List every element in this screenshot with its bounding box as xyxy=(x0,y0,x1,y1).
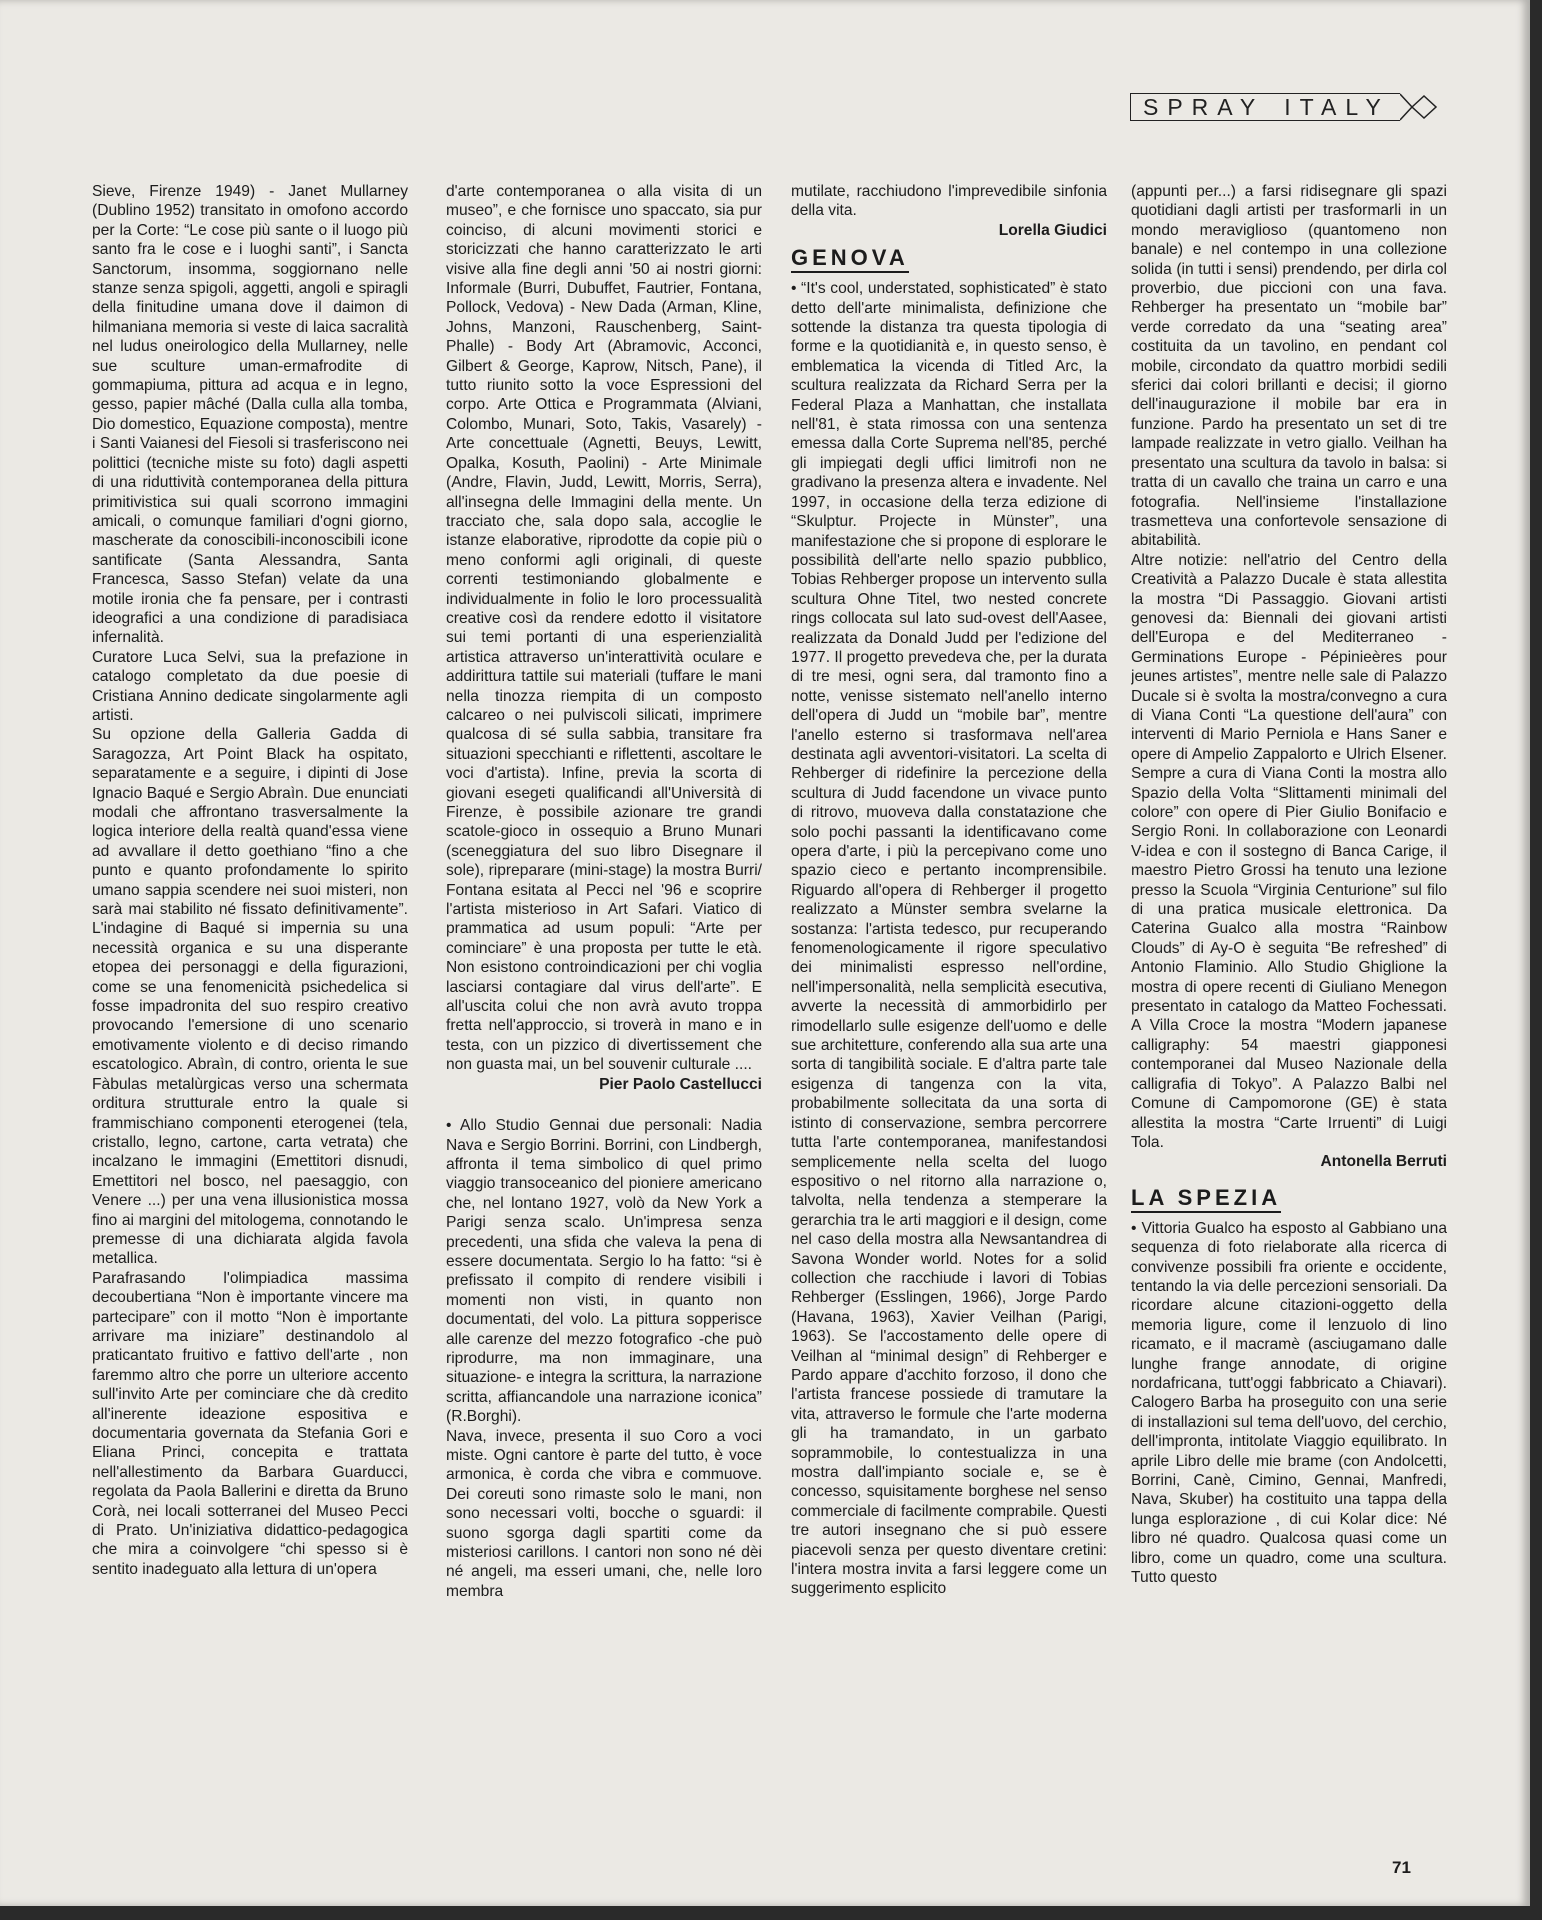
column-4 xyxy=(1131,182,1447,1862)
paragraph: • “It's cool, understated, sophisticated” è stato detto dell'arte minimalista, definizione che sottende la distanza tra questa tipologia di forme e la quotidianità e, in questo senso, è emblematica la vicenda di Titled Arc, la scultura realizzata da Richard Serra per la Federal Plaza a Manhattan, che installata nell'81, è stata rimossa con una sentenza emessa dalla Corte Suprema nell'85, perché gli impiegati degli uffici limitrofi non ne gradivano la presenza altera e invadente. Nel 1997, in occasione della terza edizione di “Skulptur. Projecte in Münster”, una manifestazione che si propone di esplorare le possibilità dell'arte nello spazio pubblico, Tobias Rehberger propose un intervento sulla scultura Ohne Titel, two nested concrete rings collocata sul lato sud-ovest dell'Aasee, realizzata da Donald Judd per l'edizione del 1977. Il progetto prevedeva che, per la durata di tre mesi, ogni sera, dal tramonto fino a notte, venisse sistemato nell'anello interno dell'opera di Judd un “mobile bar”, mentre l'anello esterno si trasformava nell'area destinata agli avventori-visitatori. La scelta di Rehberger di ridefinire la percezione della scultura di Judd facendone un vivace punto di ritrovo, muoveva dalla constatazione che solo pochi passanti la identificavano come opera d'arte, i più la percepivano come uno spazio cieco e pertanto incomprensibile. Riguardo all'opera di Rehberger il progetto realizzato a Münster sembra svelarne la sostanza: l'artista tedesco, pur recuperando fenomenologicamente il rigore speculativo dei minimalisti espresso nell'ordine, nell'impersonalità, nella semplicità esecutiva, avverte la necessità di ammorbidirlo per rimodellarlo sulle esigenze dell'uomo e delle sue architetture, conferendo alla sua arte una sorta di tangibilità sociale. E d'altra parte tale esigenza di tangenza con la vita, probabilmente sollecitata da una sorta di istinto di conservazione, sembra percorrere tutta l'arte contemporanea, manifestandosi semplicemente nella scelta del luogo espositivo o nel ritorno alla narrazione o, talvolta, nella tendenza a stemperare la gerarchia tra le arti maggiori e il design, come nel caso della mostra alla Newsantandrea di Savona Wonder world. Notes for a solid collection che racchiude i lavori di Tobias Rehberger (Esslingen, 1966), Jorge Pardo (Havana, 1963), Xavier Veilhan (Parigi, 1963). Se l'accostamento delle opere di Veilhan al “minimal design” di Rehberger e Pardo appare d'acchito forzoso, il dono che l'artista francese possiede di tramutare la vita, attraverso le formule che l'arte moderna gli ha tramandato, in un garbato soprammobile, lo contestualizza in una mostra dall'impianto sociale e, se è concesso, squisitamente borghese nel senso commerciale di facilmente comprabile. Questi tre autori insegnano che si può essere piacevoli senza per questo diventare cretini: l'intera mostra invita a farsi leggere come un suggerimento esplicito xyxy=(791,280,1107,1598)
spacer xyxy=(446,1102,762,1116)
paragraph: Su opzione della Galleria Gadda di Saragozza, Art Point Black ha ospitato, separatamente e a seguire, i dipinti di Jose Ignacio Baqué e Sergio Abraìn. Due enunciati modali che affrontano trasversalmente la logica interiore della realtà quand'essa viene ad avvallare il detto goethiano “fino a che punto e quanto profondamente lo spirito umano sappia scendere nei suoi misteri, non sarà mai stabilito né fissato definitivamente”. L'indagine di Baqué si impernia su una necessità organica e su una disperante etopea dei personaggi e della figurazioni, come se una fenomenicità psichedelica si fosse impadronita del suo respiro creativo provocando l'emersione di uno scenario emotivamente violento e di deciso rimando escatologico. Abraìn, di contro, orienta le sue Fàbulas metalùrgicas verso una schermata orditura strutturale entro la quale si frammischiano componenti eterogenei (tela, cristallo, legno, cartone, carta vetrata) che incalzano le immagini (Emettitori disnudi, Emettitori nel bosco, nel paesaggio, con Venere ...) per una vena illusionistica mossa fino ai margini del mitologema, connotando le premesse di una dichiarata algida favola metallica. xyxy=(92,726,408,1268)
section-tag xyxy=(1130,92,1460,122)
paragraph: d'arte contemporanea o alla visita di un museo”, e che fornisce uno spaccato, sia pur coinciso, di alcuni movimenti storici e storicizzati che hanno caratterizzato le arti visive alla fine degli anni '50 ai nostri giorni: Informale (Burri, Dubuffet, Fautrier, Fontana, Pollock, Vedova) - New Dada (Arman, Kline, Johns, Manzoni, Rauschenberg, Saint-Phalle) - Body Art (Abramovic, Acconci, Gilbert & George, Kaprow, Nitsch, Pane), il tutto riunito sotto la voce Espressioni del corpo. Arte Ottica e Programmata (Alviani, Colombo, Munari, Soto, Takis, Vasarely) - Arte concettuale (Agnetti, Beuys, Lewitt, Opalka, Kosuth, Paolini) - Arte Minimale (Andre, Flavin, Judd, Lewitt, Morris, Serra), all'insegna delle Immagini della mente. Un tracciato che, sala dopo sala, accoglie le istanze elaborative, riprodotte da copie più o meno conformi agli originali, di queste correnti testimoniando globalmente e individualmente in folio le loro processualità creative così da rendere edotto il visitatore sui temi portanti di una esperienzialità artistica attraverso un'interattività oculare e addirittura tattile sui materiali (tuffare le mani nella tinozza riempita di un composto calcareo o nei pulviscoli silicati, imprimere qualcosa di sé sulla sabbia, transitare fra situazioni specchianti e riflettenti, ascoltare le voci d'artista). Infine, previa la scorta di giovani esegeti qualificandi all'Università di Firenze, è possibile azionare tre grandi scatole-gioco in ossequio a Bruno Munari (sceneggiatura del suo libro Disegnare il sole), ripreparare (mini-stage) la mostra Burri/ Fontana esitata al Pecci nel '96 e scoprire l'artista misterioso in Art Safari. Viatico di prammatica ad usum populi: “Arte per cominciare” è una proposta per tutte le età. Non esistono controindicazioni per chi voglia lasciarsi contagiare dal virus dell'arte”. E all'uscita colui che non avrà avuto troppa fretta nell'approccio, si troverà in mano e in testa, con un pizzico di divertissement che non guasta mai, un bel souvenir culturale .... xyxy=(446,183,762,1074)
section-heading-la-spezia: LA SPEZIA xyxy=(1131,1186,1281,1213)
author-byline: Pier Paolo Castellucci xyxy=(599,1075,762,1093)
column-1 xyxy=(92,182,408,1862)
section-tag-box xyxy=(1130,93,1400,121)
paragraph: • Allo Studio Gennai due personali: Nadia Nava e Sergio Borrini. Borrini, con Lindbergh, affronta il tema simbolico di quel primo viaggio transoceanico del pioniere americano che, nel lontano 1927, volò da New York a Parigi senza scalo. Un'impresa senza precedenti, una sfida che valeva la pena di essere documentata. Sergio lo ha fatto: “si è prefissato il compito di rendere visibili i momenti non visti, in quanto non documentati, del volo. La pittura sopperisce alle carenze del mezzo fotografico -che può riprodurre, ma non immaginare, una situazione- e integra la scrittura, la narrazione scritta, affiancandole una narrazione iconica” (R.Borghi). xyxy=(446,1117,762,1426)
page-number: 71 xyxy=(1392,1858,1411,1877)
author-byline: Antonella Berruti xyxy=(1320,1153,1447,1171)
column-3 xyxy=(791,182,1107,1862)
paragraph: Altre notizie: nell'atrio del Centro della Creatività a Palazzo Ducale è stata allestita la mostra “Di Passaggio. Giovani artisti genovesi da: Biennali dei giovani artisti dell'Europa e del Mediterraneo - Germinations Europe - Pépinieères pour jeunes artistes”, mentre nelle sale di Palazzo Ducale si è svolta la mostra/convegno a cura di Viana Conti “La questione dell'aura” con interventi di Mario Perniola e Hans Saner e opere di Ampelio Zappalorto e Ulrich Elsener. Sempre a cura di Viana Conti la mostra allo Spazio della Volta “Slittamenti minimali del colore” con opere di Pier Giulio Bonifacio e Sergio Roni. In collaborazione con Leonardi V-idea e con il sostegno di Banca Carige, il maestro Pietro Grossi ha tenuto una lezione presso la Scuola “Virginia Centurione” sul filo di una pratica musicale elettronica. Da Caterina Gualco alla mostra “Rainbow Clouds” di Ay-O è seguita “Be refreshed” di Antonio Flaminio. Allo Studio Ghiglione la mostra di opere recenti di Giuliano Menegon presentato in catalogo da Matteo Fochessati. A Villa Croce la mostra “Modern japanese calligraphy: 54 maestri giapponesi contemporanei dal Museo Nazionale della calligrafia di Tokyo”. A Palazzo Balbi nel Comune di Campomorone (GE) è stata allestita la mostra “Carte Irruenti” di Luigi Tola. xyxy=(1131,551,1447,1151)
paragraph: mutilate, racchiudono l'imprevedibile sinfonia della vita. xyxy=(791,183,1107,220)
column-2 xyxy=(446,182,762,1862)
paragraph: Sieve, Firenze 1949) - Janet Mullarney (Dublino 1952) transitato in omofono accordo per la Corte: “Le cose più sante o il luogo più santo fra le cose e i luoghi santi”, i Sancta Sanctorum, insomma, soggiornano nelle stanze senza spigoli, aggetti, angoli e spiragli della finitudine umana dove il daimon di hilmaniana memoria si veste di laica sacralità nel ludus oneirologico della Mullarney, nelle sue sculture uman-ermafrodite di gommapiuma, pittura ad acqua e in legno, gesso, papier mâché (Dalla culla alla tomba, Dio domestico, Equazione composta), mentre i Santi Vaianesi del Fiesoli si trasferiscono nei polittici (tecniche miste su foto) dagli aspetti di una riduttività contemporanea della pittura primitivistica sui quali scorrono immagini amicali, o comunque familiari d'ogni giorno, mascherate da conoscibili-inconoscibili icone santificate (Santa Alessandra, Santa Francesca, Sasso Stefan) velate da una motile ironia che fa pensare, per i contrasti ideografici a una condizione di paradisiaca infernalità. xyxy=(92,183,408,647)
paragraph: (appunti per...) a farsi ridisegnare gli spazi quotidiani dagli artisti per trasformarli in un mondo meraviglioso (quantomeno non banale) e nel contempo in una collezione solida (in tutti i sensi) prendendo, per dirla col proverbio, due piccioni con una fava. Rehberger ha presentato un “mobile bar” verde corredato da una “seating area” costituita da un tavolino, en pendant col mobile, circondato da quattro morbidi sedili sferici dai colori brillanti e decisi; il giorno dell'inaugurazione il mobile bar era in funzione. Pardo ha presentato un set di tre lampade realizzate in vetro giallo. Veilhan ha presentato una scultura da tavolo in balsa: si tratta di un cavallo che traina un carro e una fotografia. Nell'insieme l'installazione trasmetteva una confortevole sensazione di abitabilità. xyxy=(1131,183,1447,550)
double-chevron-icon xyxy=(1400,92,1440,122)
paragraph: • Vittoria Gualco ha esposto al Gabbiano una sequenza di foto rielaborate alla ricerca di convivenze possibili fra oriente e occidente, tentando la via delle percezioni sensoriali. Da ricordare alcune citazioni-oggetto della memoria ligure, come il lenzuolo di lino ricamato, e il macramè (asciugamano dalle lunghe frange annodate, di origine nordafricana, tutt'oggi fabbricato a Chiavari). Calogero Barba ha proseguito con una serie di installazioni sul tema dell'uovo, del cerchio, dell'impronta, intitolate Viaggio equilibrato. In aprile Libro delle mie brame (con Andolcetti, Borrini, Canè, Cimino, Gennai, Manfredi, Nava, Skuber) ha costituito una tappa della lunga esplorazione , di cui Kolar dice: Né libro né quadro. Qualcosa quasi come un libro, come un quadro, come una scultura. Tutto questo xyxy=(1131,1219,1447,1587)
paragraph: Nava, invece, presenta il suo Coro a voci miste. Ogni cantore è parte del tutto, è voce armonica, è corda che vibra e commuove. Dei coreuti sono rimaste solo le mani, non sono necessari volti, bocche o sguardi: il suono sgorga dagli spartiti come da misteriosi carillons. I cantori non sono né dèi né angeli, ma esseri umani, che, nelle loro membra xyxy=(446,1427,762,1600)
section-word-italy: ITALY xyxy=(1284,93,1390,120)
section-word-spray: SPRAY xyxy=(1143,93,1265,120)
paragraph: Curatore Luca Selvi, sua la prefazione in catalogo completato da due poesie di Cristiana Annino dedicate singolarmente agli artisti. xyxy=(92,648,408,724)
paragraph: Parafrasando l'olimpiadica massima decoubertiana “Non è importante vincere ma partecipare” con il motto “Non è importante arrivare ma iniziare” destinandolo al praticantato fruitivo e fattivo dell'arte , non faremmo altro che porre un ulteriore accento sull'invito Arte per cominciare che dà credito all'inerente ideazione espositiva e documentaria governata da Stefania Gori e Eliana Princi, concepita e trattata nell'allestimento da Barbara Guarducci, regolata da Paola Ballerini e diretta da Bruno Corà, nei locali sotterranei del Museo Pecci di Prato. Un'iniziativa didattico-pedagogica che mira a coinvolgere “chi spesso si è sentito inadeguato alla lettura di un'opera xyxy=(92,1269,408,1578)
section-heading-genova: GENOVA xyxy=(791,246,909,273)
author-byline: Lorella Giudici xyxy=(998,221,1107,239)
